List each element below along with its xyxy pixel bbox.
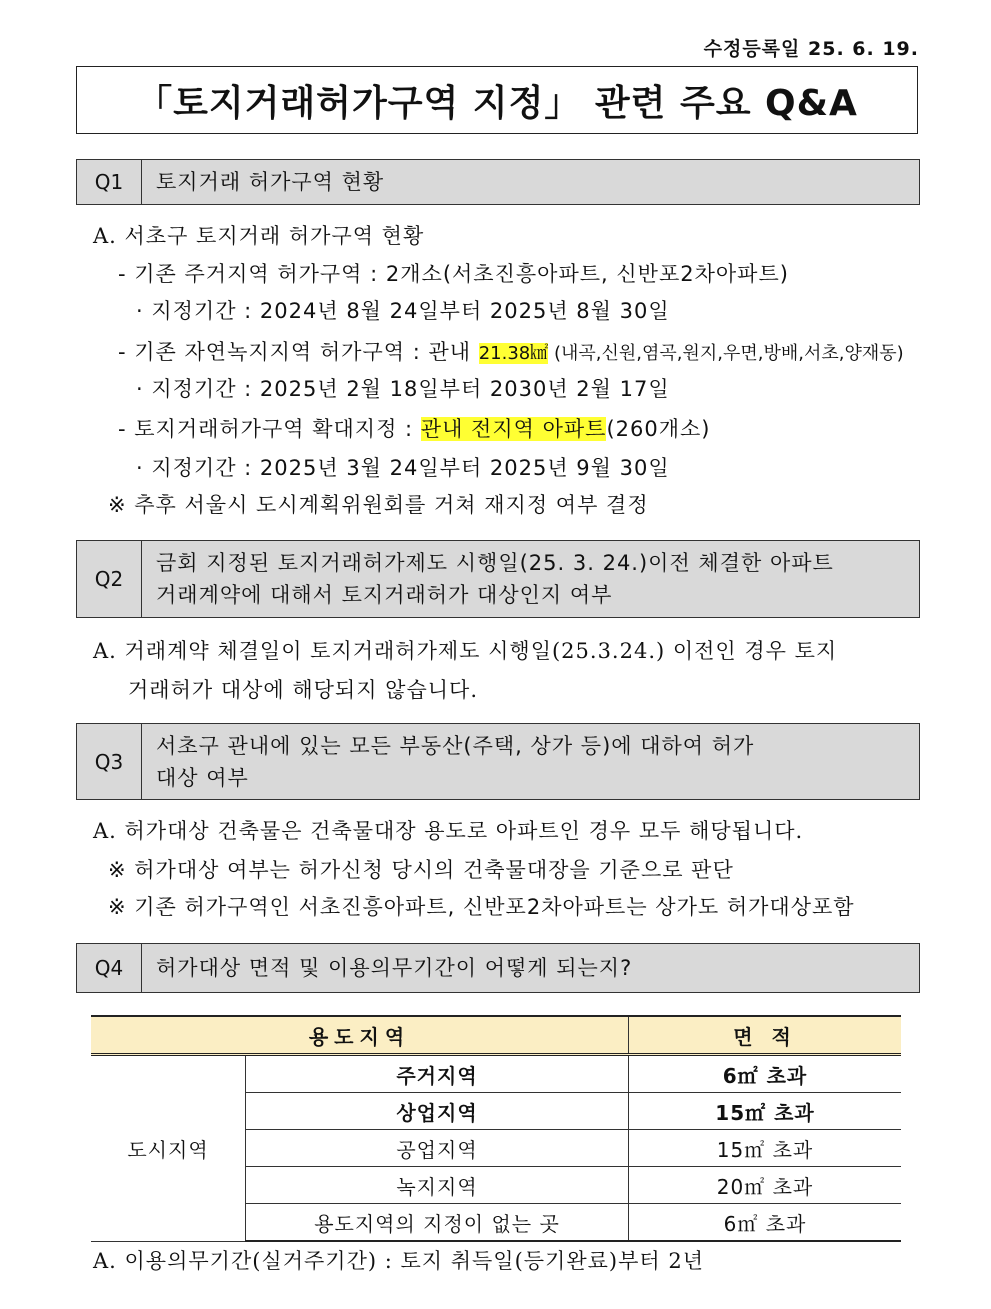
- table-row: [91, 1055, 901, 1093]
- table-cell-zone: 녹지지역: [246, 1167, 629, 1204]
- answer-line: 거래허가 대상에 해당되지 않습니다.: [128, 678, 478, 702]
- table-group-label: 도시지역: [91, 1055, 246, 1242]
- answer-line: A. 허가대상 건축물은 건축물대장 용도로 아파트인 경우 모두 해당됩니다.: [93, 819, 804, 843]
- table-cell-area: 6㎡ 초과: [629, 1055, 902, 1093]
- answer-item: · 지정기간 : 2025년 3월 24일부터 2025년 9월 30일: [136, 456, 670, 480]
- answer-item: · 지정기간 : 2025년 2월 18일부터 2030년 2월 17일: [136, 377, 670, 401]
- area-list: (내곡,신원,염곡,원지,우면,방배,서초,양재동): [548, 343, 904, 364]
- table-header-area: 면 적: [629, 1016, 902, 1055]
- answer-item-text: - 기존 자연녹지지역 허가구역 : 관내: [118, 340, 479, 364]
- table-header-zone: 용도지역: [91, 1016, 629, 1055]
- question-number: Q4: [77, 944, 142, 992]
- question-1-box: [76, 159, 920, 205]
- answer-item: [118, 413, 710, 443]
- note: ※ 추후 서울시 도시계획위원회를 거쳐 재지정 여부 결정: [108, 493, 649, 517]
- question-number: Q3: [77, 724, 142, 799]
- registration-date: 수정등록일 25. 6. 19.: [703, 38, 919, 60]
- question-4-box: [76, 943, 920, 993]
- answer-item-text: - 토지거래허가구역 확대지정 :: [118, 417, 421, 441]
- answer-item: [118, 336, 904, 366]
- table-cell-zone: 용도지역의 지정이 없는 곳: [246, 1204, 629, 1242]
- highlighted-scope: 관내 전지역 아파트: [420, 417, 607, 441]
- table-cell-area: 15㎡ 초과: [629, 1093, 902, 1130]
- table-cell-zone: 주거지역: [246, 1055, 629, 1093]
- table-cell-area: 15㎡ 초과: [629, 1130, 902, 1167]
- question-number: Q2: [77, 541, 142, 617]
- note: ※ 기존 허가구역인 서초진흥아파트, 신반포2차아파트는 상가도 허가대상포함: [108, 895, 855, 919]
- table-cell-area: 6㎡ 초과: [629, 1204, 902, 1242]
- answer-line: A. 이용의무기간(실거주기간) : 토지 취득일(등기완료)부터 2년: [93, 1249, 705, 1273]
- answer-heading: A. 서초구 토지거래 허가구역 현황: [93, 224, 425, 248]
- question-text: 토지거래 허가구역 현황: [156, 170, 385, 194]
- answer-item: - 기존 주거지역 허가구역 : 2개소(서초진흥아파트, 신반포2차아파트): [118, 262, 789, 286]
- question-text: [142, 724, 919, 799]
- table-cell-zone: 상업지역: [246, 1093, 629, 1130]
- question-text: [142, 541, 919, 617]
- table-cell-area: 20㎡ 초과: [629, 1167, 902, 1204]
- question-line: 거래계약에 대해서 토지거래허가 대상인지 여부: [156, 583, 613, 607]
- question-line: 서초구 관내에 있는 모든 부동산(주택, 상가 등)에 대하여 허가: [156, 733, 755, 758]
- count-text: (260개소): [606, 417, 711, 441]
- note: ※ 허가대상 여부는 허가신청 당시의 건축물대장을 기준으로 판단: [108, 858, 734, 882]
- highlighted-area: 21.38㎢: [478, 343, 549, 364]
- question-line: 대상 여부: [156, 765, 249, 790]
- question-2-box: [76, 540, 920, 618]
- question-text: 허가대상 면적 및 이용의무기간이 어떻게 되는지?: [156, 956, 633, 980]
- answer-line: A. 거래계약 체결일이 토지거래허가제도 시행일(25.3.24.) 이전인 경우 토지: [93, 639, 838, 663]
- page-title: 「토지거래허가구역 지정」 관련 주요 Q&A: [76, 66, 918, 134]
- answer-item: · 지정기간 : 2024년 8월 24일부터 2025년 8월 30일: [136, 299, 670, 323]
- table-cell-zone: 공업지역: [246, 1130, 629, 1167]
- question-3-box: [76, 723, 920, 800]
- area-table: [91, 1015, 901, 1242]
- question-line: 금회 지정된 토지거래허가제도 시행일(25. 3. 24.)이전 체결한 아파트: [156, 551, 834, 575]
- question-number: Q1: [77, 160, 142, 204]
